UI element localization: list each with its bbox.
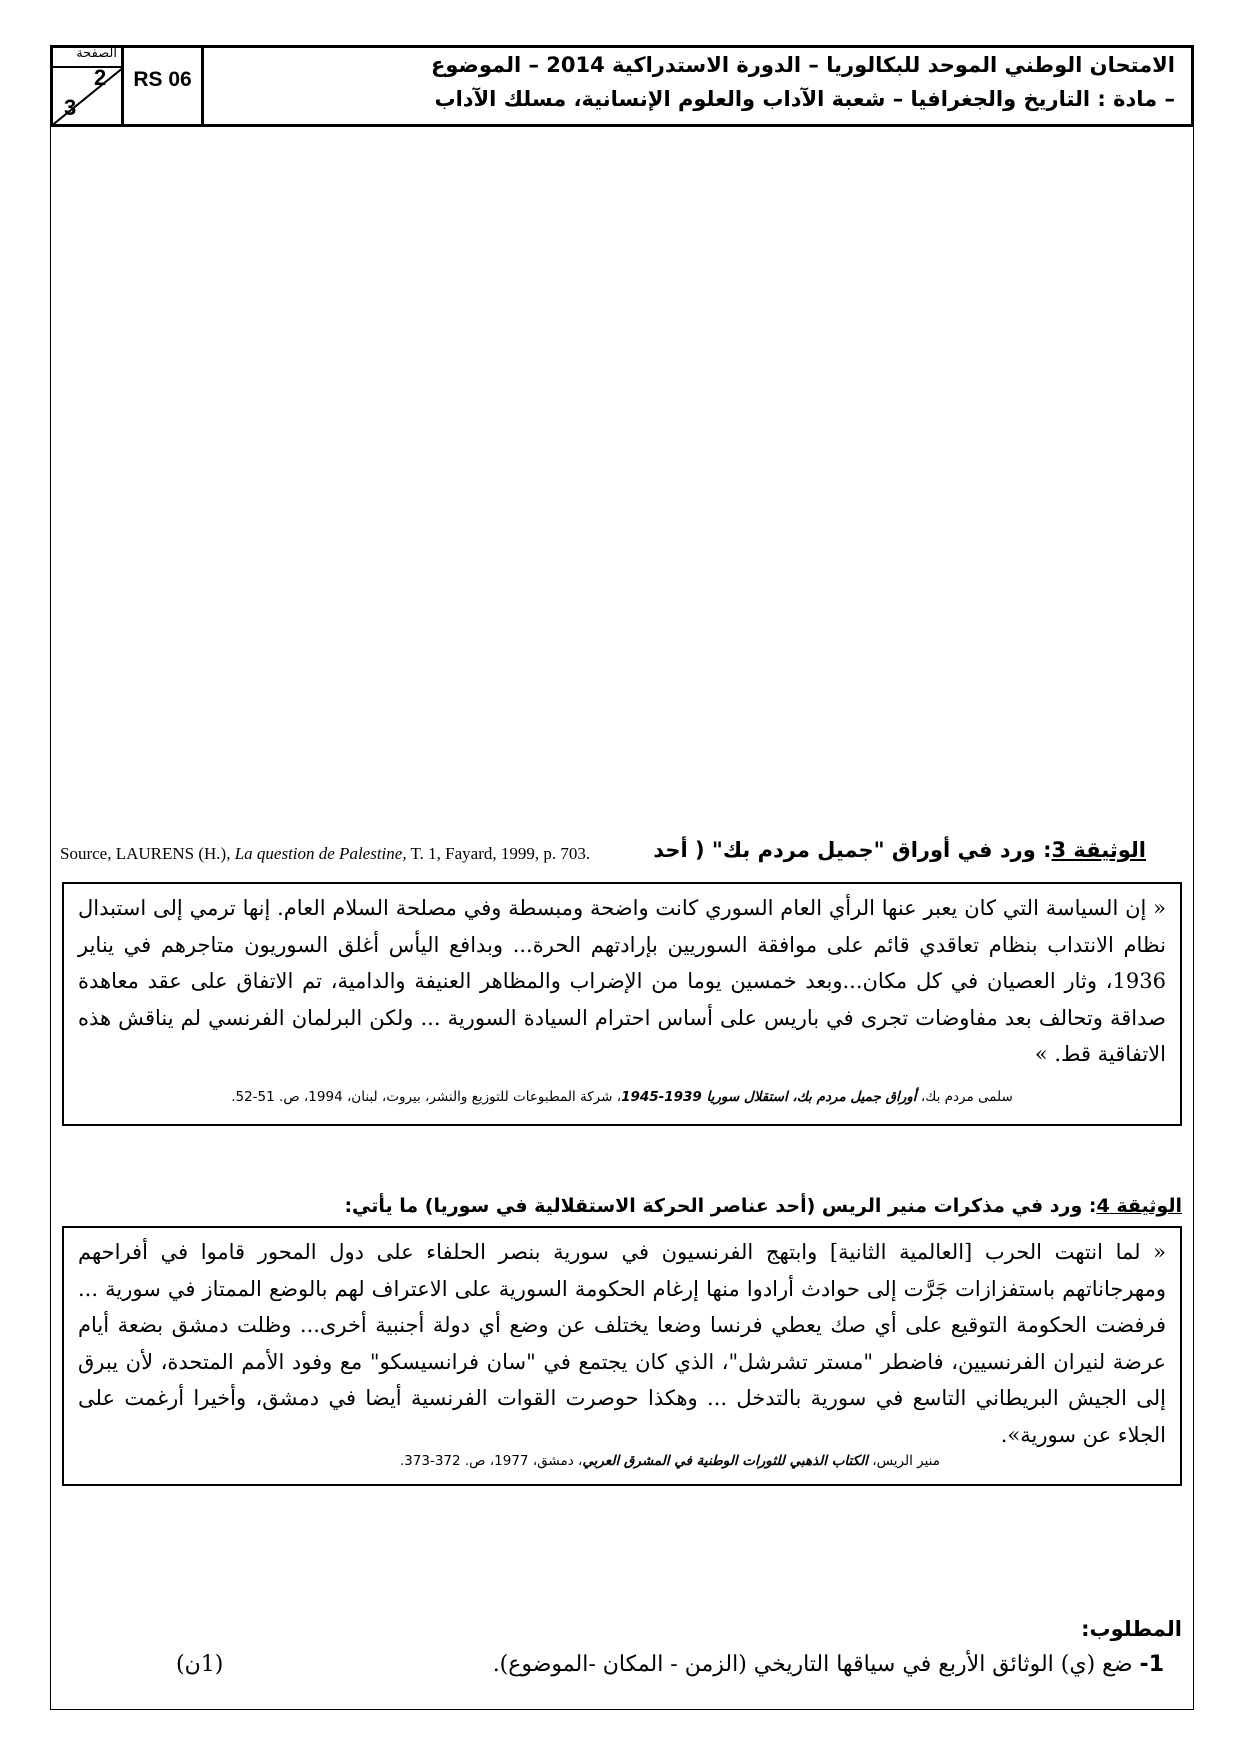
doc3-label: الوثيقة 3 xyxy=(1051,838,1146,862)
question-1-points: (1ن) xyxy=(176,1652,224,1677)
exam-title-line1: الامتحان الوطني الموحد للبكالوريا – الدورة الاستدراكية 2014 – الموضوع xyxy=(431,53,1175,77)
page-current: 2 xyxy=(94,65,107,90)
doc2-source: Source, LAURENS (H.), La question de Palestine, T. 1, Fayard, 1999, p. 703. xyxy=(60,844,591,863)
requirements-label: المطلوب: xyxy=(1081,1617,1182,1641)
doc4-text: « لما انتهت الحرب [العالمية الثانية] وابتهج الفرنسيون في سورية بنصر الحلفاء على دول المحور قاموا في أفراحهم ومهرجاناتهم باستفزازات جَرَّت إلى حوادث أرادوا منها إرغام الحكومة السورية على الاعتراف لهم بالوضع الممتاز في سورية ... فرفضت الحكومة التوقيع على أي صك يعطي فرنسا وضعا يختلف عن وضع أي دولة أجنبية أخرى... وظلت دمشق بضعة أيام عرضة لنيران الفرنسيين، فاضطر "مستر تشرشل"، الذي كان يجتمع في "سان فرانسيسكو" مع وفود الأمم المتحدة، لأن يبرق إلى الجيش البريطاني التاسع في سورية بالتدخل ... وهكذا حوصرت القوات الفرنسية أيضا في دمشق، وأخيرا أرغمت على الجلاء عن سورية». xyxy=(78,1240,1166,1447)
question-1-text: ضع (ي) الوثائق الأربع في سياقها التاريخي (الزمن - المكان -الموضوع). xyxy=(492,1652,1140,1677)
page-total: 3 xyxy=(64,95,77,120)
doc3-citation: سلمى مردم بك، أوراق جميل مردم بك، استقلال سوريا 1939-1945، شركة المطبوعات للتوزيع والنشر، بيروت، لبنان، 1994، ص. 51-52. xyxy=(231,1088,1013,1105)
exam-title-line2: – مادة : التاريخ والجغرافيا – شعبة الآداب والعلوم الإنسانية، مسلك الآداب xyxy=(434,87,1175,111)
doc3-text: « إن السياسة التي كان يعبر عنها الرأي العام السوري كانت واضحة ومبسطة وفي مصلحة السلام العام. إنها ترمي إلى استبدال نظام الانتداب بنظام تعاقدي قائم على موافقة السوريين بإرادتهم الحرة... وبدافع اليأس أغلق السوريون متاجرهم في يناير 1936، وثار العصيان في كل مكان...وبعد خمسين يوما من الإضراب والمظاهر العنيفة والدامية، تم الاتفاق على عقد معاهدة صداقة وتحالف بعد مفاوضات تجرى في باريس على أساس احترام السيادة السورية ... ولكن البرلمان الفرنسي لم يناقش هذه الاتفاقية قط. » xyxy=(78,896,1166,1066)
doc3-heading xyxy=(60,838,1146,872)
doc4-title xyxy=(344,1195,1182,1217)
doc3-box xyxy=(62,882,1182,1126)
page-label: الصفحة xyxy=(76,46,117,61)
exam-code: RS 06 xyxy=(124,45,204,127)
doc4-intro: : ورد في مذكرات منير الريس (أحد عناصر الحركة الاستقلالية في سوريا) ما يأتي: xyxy=(344,1195,1097,1217)
page-number-box xyxy=(50,45,124,127)
question-1 xyxy=(493,1652,1164,1677)
doc4-label: الوثيقة 4 xyxy=(1096,1195,1182,1217)
doc4-box xyxy=(62,1226,1182,1486)
doc4-citation: منير الريس، الكتاب الذهبي للثورات الوطنية في المشرق العربي، دمشق، 1977، ص. 372-373. xyxy=(399,1453,940,1469)
doc3-intro: : ورد في أوراق "جميل مردم بك" ( أحد xyxy=(653,838,1052,862)
doc3-title xyxy=(653,838,1146,862)
question-1-number: 1- xyxy=(1139,1652,1164,1677)
exam-titles xyxy=(215,48,1175,116)
